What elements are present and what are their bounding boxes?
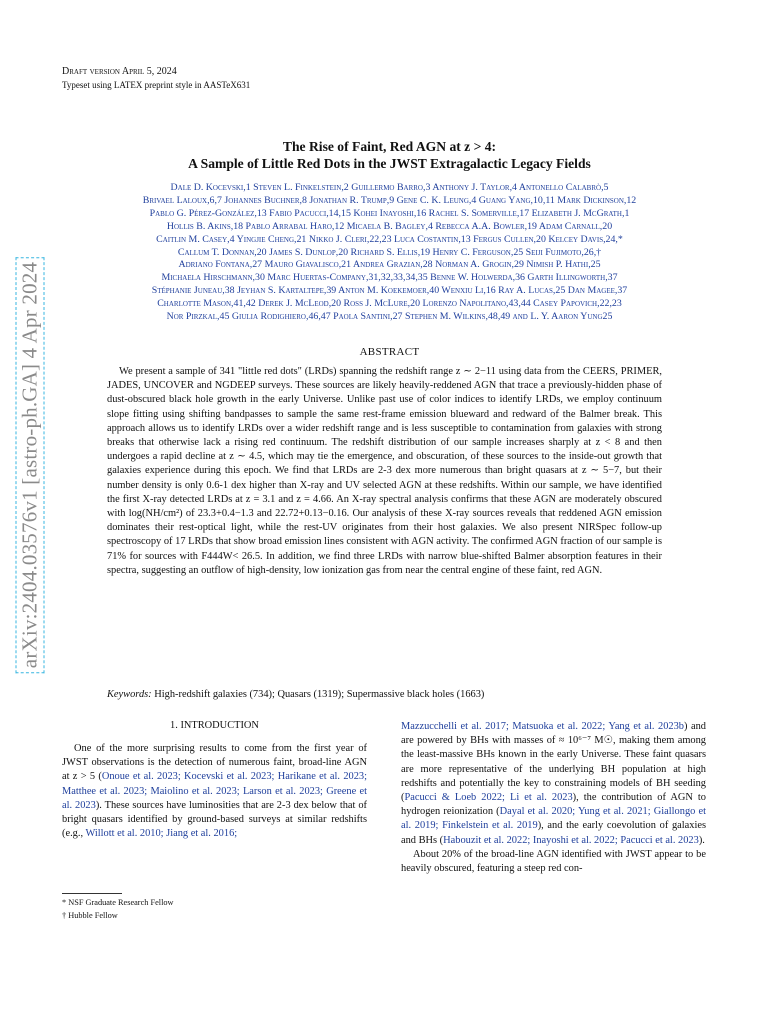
abstract-body [107, 365, 662, 578]
author-line[interactable]: Nor Pirzkal,45 Giulia Rodighiero,46,47 Paola Santini,27 Stephen M. Wilkins,48,49 and L. Y. Aaron Yung25 [166, 311, 613, 323]
draft-version: Draft version April 5, 2024 [62, 66, 177, 77]
intro-text: ) and are powered by BHs with masses of ≈ 10⁶⁻⁷ M☉, making them among the least-massive BHs known in the early Universe. These faint quasars are more representative of the underlying BH population at high redshifts and potentially the key to constraining models of BH seeding ( [401, 721, 706, 804]
intro-text: ). [698, 834, 705, 846]
keywords-text: High-redshift galaxies (734); Quasars (1319); Supermassive black holes (1663) [154, 689, 485, 700]
citation-link[interactable]: Onoue et al. 2023; Kocevski et al. 2023; Harikane et al. 2023; Matthee et al. 2023; Maiolino et al. 2023; Larson et al. 2023; Greene et al. 2023 [62, 771, 367, 811]
footnote-1: * NSF Graduate Research Fellow [62, 898, 174, 907]
author-line[interactable]: Stéphanie Juneau,38 Jeyhan S. Kartaltepe,39 Anton M. Koekemoer,40 Wenxiu Li,16 Ray A. Lucas,25 Dan Magee,37 [151, 285, 628, 297]
author-line[interactable]: Dale D. Kocevski,1 Steven L. Finkelstein,2 Guillermo Barro,3 Anthony J. Taylor,4 Antonello Calabrò,5 [170, 182, 609, 193]
right-column [401, 720, 706, 876]
keywords [107, 689, 662, 700]
author-line[interactable]: Pablo G. Pérez-González,13 Fabio Pacucci,14,15 Kohei Inayoshi,16 Rachel S. Somerville,17 Elizabeth J. McGrath,1 [149, 207, 630, 219]
intro-text: ). These sources have luminosities that are 2-3 dex below that of bright quasars identified by ground-based surveys at similar redshifts (e.g., [62, 799, 367, 840]
citation-link[interactable]: Dayal et al. 2020; Yung et al. 2021; Giallongo et al. 2019; Finkelstein et al. 2019 [401, 806, 706, 832]
section-heading: 1. INTRODUCTION [170, 720, 259, 731]
author-line[interactable]: Caitlin M. Casey,4 Yingjie Cheng,21 Nikko J. Cleri,22,23 Luca Costantin,13 Fergus Cullen,20 Kelcey Davis,24,* [156, 233, 623, 245]
author-line[interactable]: Brivael Laloux,6,7 Johannes Buchner,8 Jonathan R. Trump,9 Gene C. K. Leung,4 Guang Yang,10,11 Mark Dickinson,12 [142, 194, 637, 206]
paper-title [62, 138, 717, 172]
abstract-text: We present a sample of 341 "little red dots" (LRDs) spanning the redshift range z ∼ 2−11 using data from the CEERS, PRIMER, JADES, UNCOVER and NGDEEP surveys. These sources are likely heavily-reddened AGN that trace a previously-hidden phase of dust-obscured black hole growth in the early Universe. Unlike past use of color indices to identify LRDs, we employ continuum slope fitting using shifting bandpasses to sample the same rest-frame emission blueward and redward of the Balmer break. This approach allows us to identify LRDs over a wider redshift range and is less susceptible to contamination from galaxies with strong breaks that otherwise lack a rising red continuum. The redshift distribution of our sample increases sharply at z < 8 and then undergoes a rapid decline at z ∼ 4.5, which may tie the emergence, and obscuration, of these sources to the inside-out growth that galaxies experience during this epoch. We find that LRDs are 2-3 dex more numerous than bright quasars at z ∼ 5−7, but their number density is only 0.6-1 dex higher than X-ray and UV selected AGN at these redshifts. Within our sample, we have identified the first X-ray detected LRDs at z = 3.1 and z = 4.66. An X-ray spectral analysis confirms that these AGN are moderately obscured with log(NH/cm²) of 23.3+0.4−1.3 and 22.72+0.13−0.16. Our analysis of these X-ray sources reveals that reddened AGN emission dominates their rest-optical light, while the rest-UV originates from their host galaxies. We also present NIRSpec follow-up spectroscopy of 17 LRDs that show broad emission lines consistent with AGN activity. The confirmed AGN fraction of our sample is 71% for sources with F444W< 26.5. In addition, we find three LRDs with narrow blue-shifted Balmer absorption features in their spectra, suggesting an outflow of high-density, low ionization gas from near the central engine of these faint, red AGN. [107, 366, 662, 576]
citation-link[interactable]: Mazzucchelli et al. 2017; Matsuoka et al. 2022; Yang et al. 2023b [401, 721, 684, 732]
keywords-label: Keywords: [107, 689, 152, 700]
typeset-note: Typeset using LATEX preprint style in AASTeX631 [62, 80, 251, 90]
author-line[interactable]: Callum T. Donnan,20 James S. Dunlop,20 Richard S. Ellis,19 Henry C. Ferguson,25 Seiji Fujimoto,26,† [177, 246, 602, 258]
author-line[interactable]: Michaela Hirschmann,30 Marc Huertas-Company,31,32,33,34,35 Benne W. Holwerda,36 Garth Illingworth,37 [161, 272, 618, 284]
intro-text: ), the contribution of AGN to hydrogen reionization ( [401, 792, 706, 818]
footnote-rule [62, 893, 122, 894]
author-line[interactable]: Charlotte Mason,41,42 Derek J. McLeod,20 Ross J. McLure,20 Lorenzo Napolitano,43,44 Casey Papovich,22,23 [157, 298, 622, 310]
footnote-2: † Hubble Fellow [62, 911, 118, 920]
title-line-1: The Rise of Faint, Red AGN at z > 4: [282, 139, 497, 154]
intro-text: One of the more surprising results to come from the first year of JWST observations is the detection of numerous faint, broad-line AGN at z > 5 ( [62, 743, 367, 783]
intro-text: ), and the early coevolution of galaxies and BHs ( [401, 820, 706, 846]
arxiv-id[interactable]: arXiv:2404.03576v1 [astro-ph.GA] 4 Apr 2024 [16, 257, 45, 673]
author-line[interactable]: Hollis B. Akins,18 Pablo Arrabal Haro,12 Micaela B. Bagley,4 Rebecca A.A. Bowler,19 Adam Carnall,20 [166, 220, 613, 232]
abstract-heading: ABSTRACT [359, 346, 420, 358]
arxiv-sidebar-stamp[interactable] [16, 230, 44, 700]
citation-link[interactable]: Habouzit et al. 2022; Inayoshi et al. 2022; Pacucci et al. 2023 [443, 834, 699, 846]
citation-link[interactable]: Willott et al. 2010; Jiang et al. 2016; [85, 828, 238, 840]
title-line-2: A Sample of Little Red Dots in the JWST Extragalactic Legacy Fields [188, 156, 591, 171]
author-line[interactable]: Adriano Fontana,27 Mauro Giavalisco,21 Andrea Grazian,28 Norman A. Grogin,29 Nimish P. Hathi,25 [178, 259, 601, 271]
citation-link[interactable]: Pacucci & Loeb 2022; Li et al. 2023 [404, 792, 573, 804]
author-list [62, 182, 717, 324]
intro-paragraph-2: About 20% of the broad-line AGN identified with JWST appear to be heavily obscured, featuring a steep red con- [401, 848, 706, 875]
left-column [62, 742, 367, 841]
